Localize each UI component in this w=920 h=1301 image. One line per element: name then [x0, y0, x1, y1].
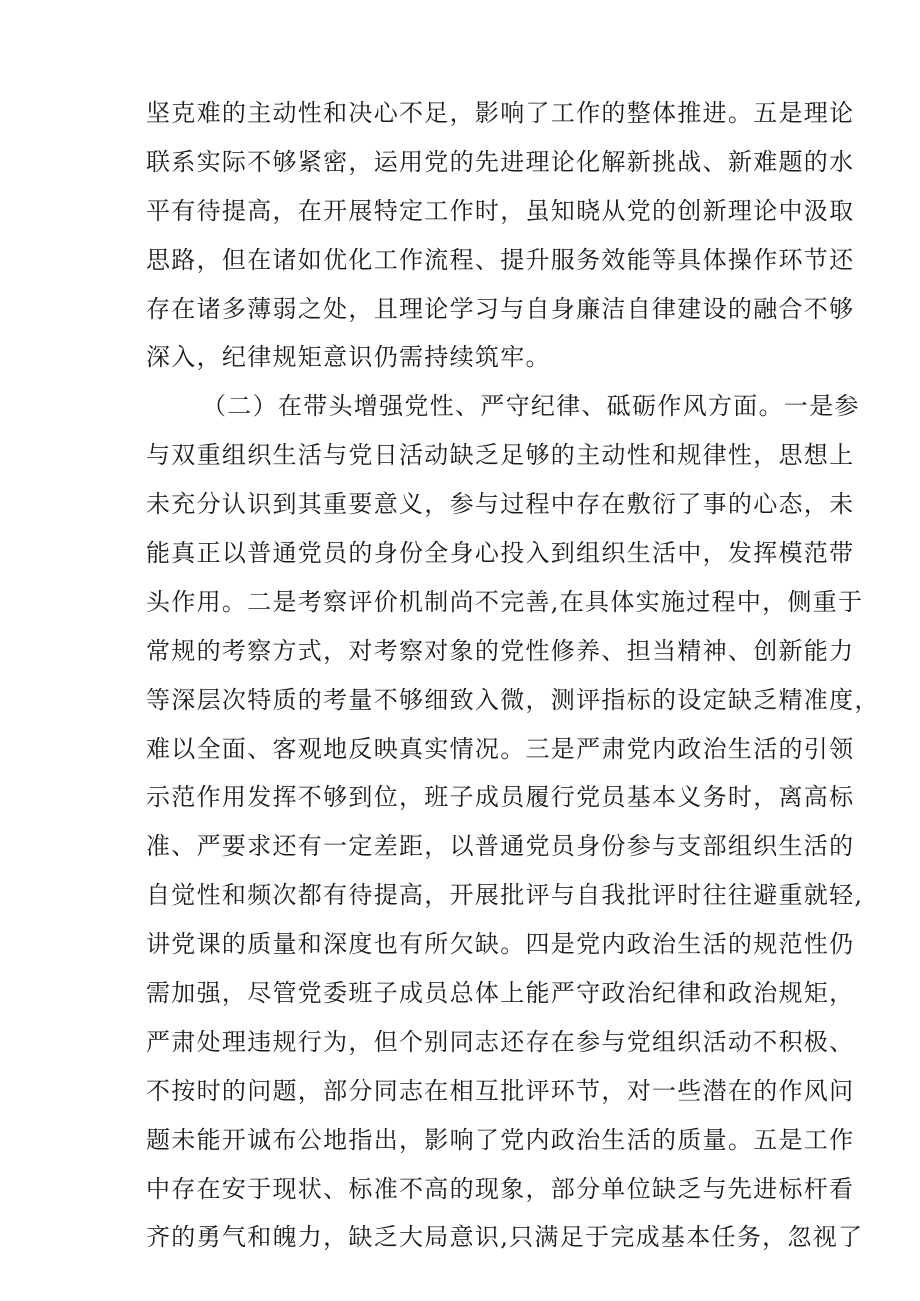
section-heading-line: （二）在带头增强党性、严守纪律、砥砺作风方面。一是参 [202, 392, 860, 421]
text-line: 难以全面、客观地反映真实情况。三是严肃党内政治生活的引领 [146, 734, 855, 763]
text-line: 能真正以普通党员的身份全身心投入到组织生活中，发挥模范带 [146, 539, 855, 568]
text-line: 严肃处理违规行为，但个别同志还存在参与党组织活动不积极、 [146, 1027, 855, 1056]
text-line: 思路，但在诸如优化工作流程、提升服务效能等具体操作环节还 [146, 245, 855, 274]
text-line: 题未能开诚布公地指出，影响了党内政治生活的质量。五是工作 [146, 1125, 855, 1154]
text-line: 不按时的问题，部分同志在相互批评环节，对一些潜在的作风问 [146, 1076, 855, 1105]
text-line: 坚克难的主动性和决心不足，影响了工作的整体推进。五是理论 [146, 99, 855, 127]
text-line: 齐的勇气和魄力，缺乏大局意识,只满足于完成基本任务，忽视了 [146, 1223, 864, 1252]
text-line: 头作用。二是考察评价机制尚不完善,在具体实施过程中，侧重于 [146, 587, 864, 616]
body-text [146, 97, 880, 1270]
text-line: 未充分认识到其重要意义，参与过程中存在敷衍了事的心态，未 [146, 490, 855, 519]
text-line: 常规的考察方式，对考察对象的党性修养、担当精神、创新能力 [146, 636, 855, 665]
text-line: 联系实际不够紧密，运用党的先进理论化解新挑战、新难题的水 [146, 147, 855, 176]
text-line: 示范作用发挥不够到位，班子成员履行党员基本义务时，离高标 [146, 783, 855, 812]
text-line: 与双重组织生活与党日活动缺乏足够的主动性和规律性，思想上 [146, 441, 855, 470]
text-line: 深入，纪律规矩意识仍需持续筑牢。 [146, 343, 551, 372]
text-line: 存在诸多薄弱之处，且理论学习与自身廉洁自律建设的融合不够 [146, 294, 855, 323]
text-line: 需加强，尽管党委班子成员总体上能严守政治纪律和政治规矩， [146, 979, 855, 1008]
text-line: 自觉性和频次都有待提高，开展批评与自我批评时往往避重就轻, [146, 881, 864, 910]
text-line: 等深层次特质的考量不够细致入微，测评指标的设定缺乏精准度， [146, 685, 880, 714]
text-line: 中存在安于现状、标准不高的现象，部分单位缺乏与先进标杆看 [146, 1174, 855, 1203]
text-line: 准、严要求还有一定差距，以普通党员身份参与支部组织生活的 [146, 832, 855, 861]
text-line: 讲党课的质量和深度也有所欠缺。四是党内政治生活的规范性仍 [146, 930, 855, 959]
text-line: 平有待提高，在开展特定工作时，虽知晓从党的创新理论中汲取 [146, 196, 855, 225]
